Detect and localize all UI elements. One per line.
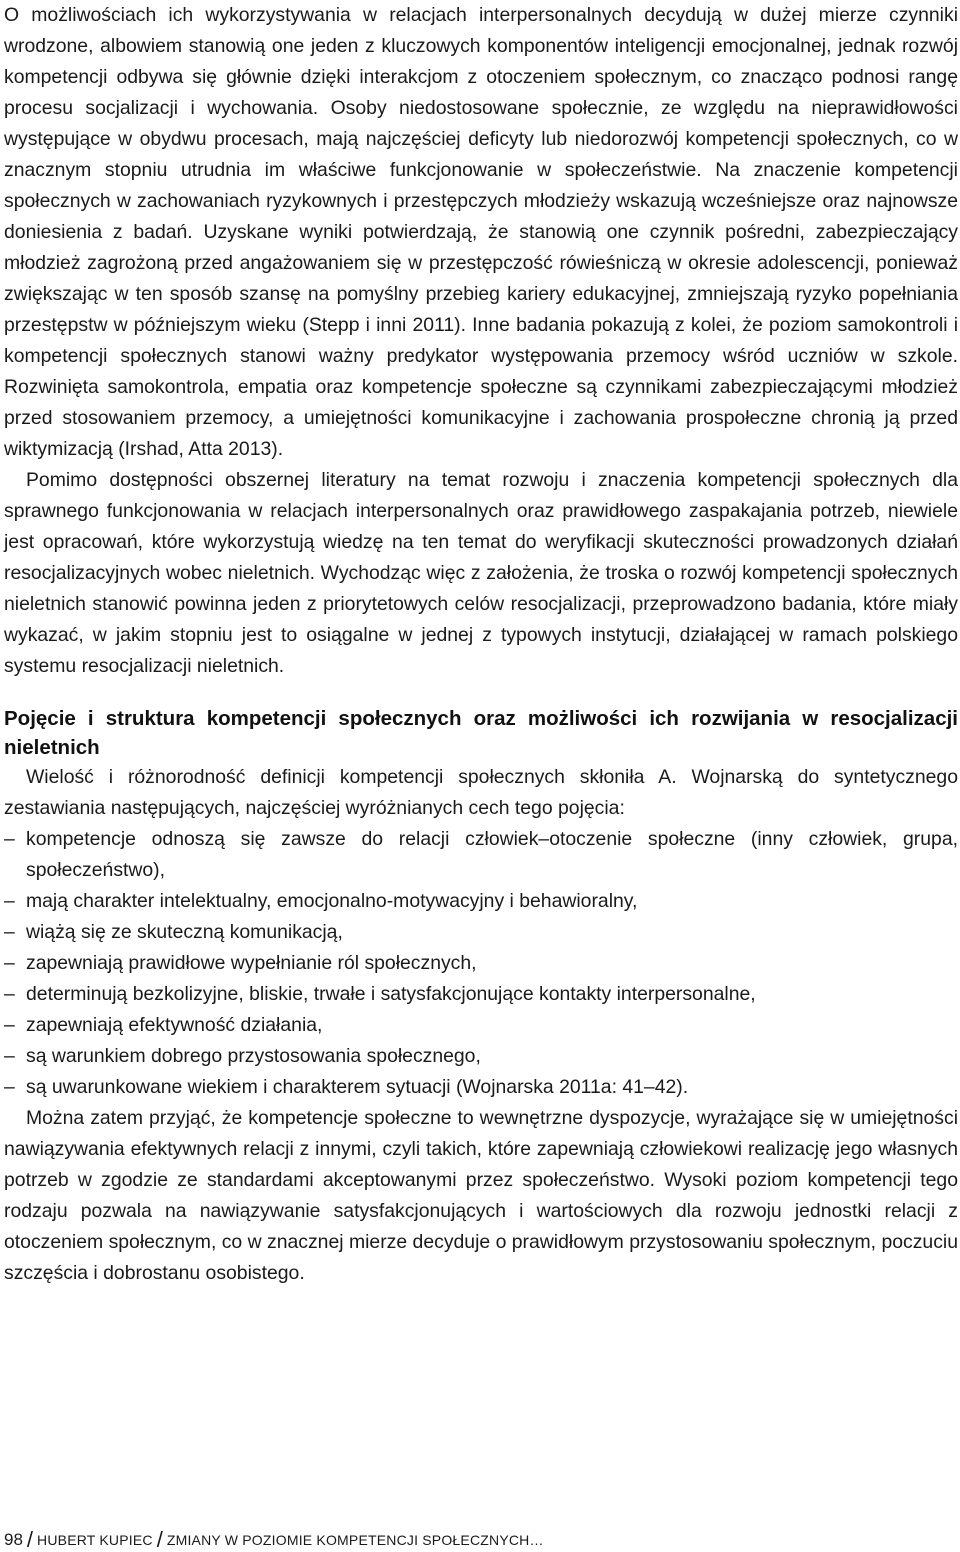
dash-marker: – bbox=[4, 983, 15, 1005]
dash-marker: – bbox=[4, 828, 15, 850]
list-item bbox=[4, 824, 958, 886]
list-item bbox=[4, 979, 958, 1010]
list-item-text: kompetencje odnoszą się zawsze do relacji człowiek–otoczenie społeczne (inny człowiek, grupa, społeczeństwo), bbox=[26, 828, 958, 881]
footer-author: HUBERT KUPIEC bbox=[37, 1532, 153, 1548]
section-heading: Pojęcie i struktura kompetencji społecznych oraz możliwości ich rozwijania w resocjalizacji nieletnich bbox=[4, 707, 958, 759]
footer-title: ZMIANY W POZIOMIE KOMPETENCJI SPOŁECZNYCH… bbox=[166, 1532, 544, 1548]
list-item-text: zapewniają prawidłowe wypełnianie ról społecznych, bbox=[26, 952, 477, 974]
list-item bbox=[4, 1072, 958, 1103]
closing-paragraph: Można zatem przyjąć, że kompetencje społeczne to wewnętrzne dyspozycje, wyrażające się w umiejętności nawiązywania efektywnych relacji z innymi, czyli takich, które zapewniają człowiekowi realizację jego własnych potrzeb w zgodzie ze standardami akceptowanymi przez społeczeństwo. Wysoki poziom kompetencji tego rodzaju pozwala na nawiązywanie satysfakcjonujących i wartościowych dla rozwoju jednostki relacji z otoczeniem społecznym, co w znacznej mierze decyduje o prawidłowym przystosowaniu społecznym, poczuciu szczęścia i dobrostanu osobistego. bbox=[4, 1107, 958, 1284]
list-item-text: wiążą się ze skuteczną komunikacją, bbox=[26, 921, 343, 943]
list-item bbox=[4, 886, 958, 917]
paragraph-2: Pomimo dostępności obszernej literatury na temat rozwoju i znaczenia kompetencji społecznych dla sprawnego funkcjonowania w relacjach interpersonalnych oraz prawidłowego zaspakajania potrzeb, niewiele jest opracowań, które wykorzystują wiedzę na ten temat do weryfikacji skuteczności prowadzonych działań resocjalizacyjnych wobec nieletnich. Wychodząc więc z założenia, że troska o rozwój kompetencji społecznych nieletnich stanowić powinna jeden z priorytetowych celów resocjalizacji, przeprowadzono badania, które miały wykazać, w jakim stopniu jest to osiągalne w jednej z typowych instytucji, działającej w ramach polskiego systemu resocjalizacji nieletnich. bbox=[4, 469, 958, 677]
list-item bbox=[4, 1010, 958, 1041]
dash-marker: – bbox=[4, 890, 15, 912]
dash-marker: – bbox=[4, 1045, 15, 1067]
paragraph-1: O możliwościach ich wykorzystywania w relacjach interpersonalnych decydują w dużej mierze czynniki wrodzone, albowiem stanowią one jeden z kluczowych komponentów inteligencji emocjonalnej, jednak rozwój kompetencji odbywa się głównie dzięki interakcjom z otoczeniem społecznym, co znacząco podnosi rangę procesu socjalizacji i wychowania. Osoby niedostosowane społecznie, ze względu na nieprawidłowości występujące w obydwu procesach, mają najczęściej deficyty lub niedorozwój kompetencji społecznych, co w znacznym stopniu utrudnia im właściwe funkcjonowanie w społeczeństwie. Na znaczenie kompetencji społecznych w zachowaniach ryzykownych i przestępczych młodzieży wskazują wcześniejsze oraz najnowsze doniesienia z badań. Uzyskane wyniki potwierdzają, że stanowią one czynnik pośredni, zabezpieczający młodzież zagrożoną przed angażowaniem się w przestępczość rówieśniczą w okresie adolescencji, ponieważ zwiększając w ten sposób szansę na pomyślny przebieg kariery edukacyjnej, zmniejszają ryzyko popełniania przestępstw w późniejszym wieku (Stepp i inni 2011). Inne badania pokazują z kolei, że poziom samokontroli i kompetencji społecznych stanowi ważny predykator występowania przemocy wśród uczniów w szkole. Rozwinięta samokontrola, empatia oraz kompetencje społeczne są czynnikami zabezpieczającymi młodzież przed stosowaniem przemocy, a umiejętności komunikacyjne i zachowania prospołeczne chronią ją przed wiktymizacją (Irshad, Atta 2013). bbox=[4, 4, 958, 460]
footer-separator: / bbox=[26, 1527, 34, 1552]
page-body bbox=[4, 0, 958, 1289]
list-item-text: mają charakter intelektualny, emocjonalno-motywacyjny i behawioralny, bbox=[26, 890, 638, 912]
list-item-text: determinują bezkolizyjne, bliskie, trwałe i satysfakcjonujące kontakty interpersonalne, bbox=[26, 983, 756, 1005]
dash-marker: – bbox=[4, 1076, 15, 1098]
list-item bbox=[4, 1041, 958, 1072]
list-item-text: zapewniają efektywność działania, bbox=[26, 1014, 323, 1036]
feature-list bbox=[4, 824, 958, 1103]
list-item bbox=[4, 917, 958, 948]
dash-marker: – bbox=[4, 952, 15, 974]
footer-separator: / bbox=[156, 1527, 163, 1552]
page-number: 98 bbox=[4, 1530, 23, 1549]
section-intro: Wielość i różnorodność definicji kompetencji społecznych skłoniła A. Wojnarską do syntetycznego zestawiania następujących, najczęściej wyróżnianych cech tego pojęcia: bbox=[4, 766, 958, 819]
list-item-text: są warunkiem dobrego przystosowania społecznego, bbox=[26, 1045, 481, 1067]
list-item bbox=[4, 948, 958, 979]
list-item-text: są uwarunkowane wiekiem i charakterem sytuacji (Wojnarska 2011a: 41–42). bbox=[26, 1076, 689, 1098]
dash-marker: – bbox=[4, 1014, 15, 1036]
page-footer bbox=[4, 1527, 544, 1552]
dash-marker: – bbox=[4, 921, 15, 943]
